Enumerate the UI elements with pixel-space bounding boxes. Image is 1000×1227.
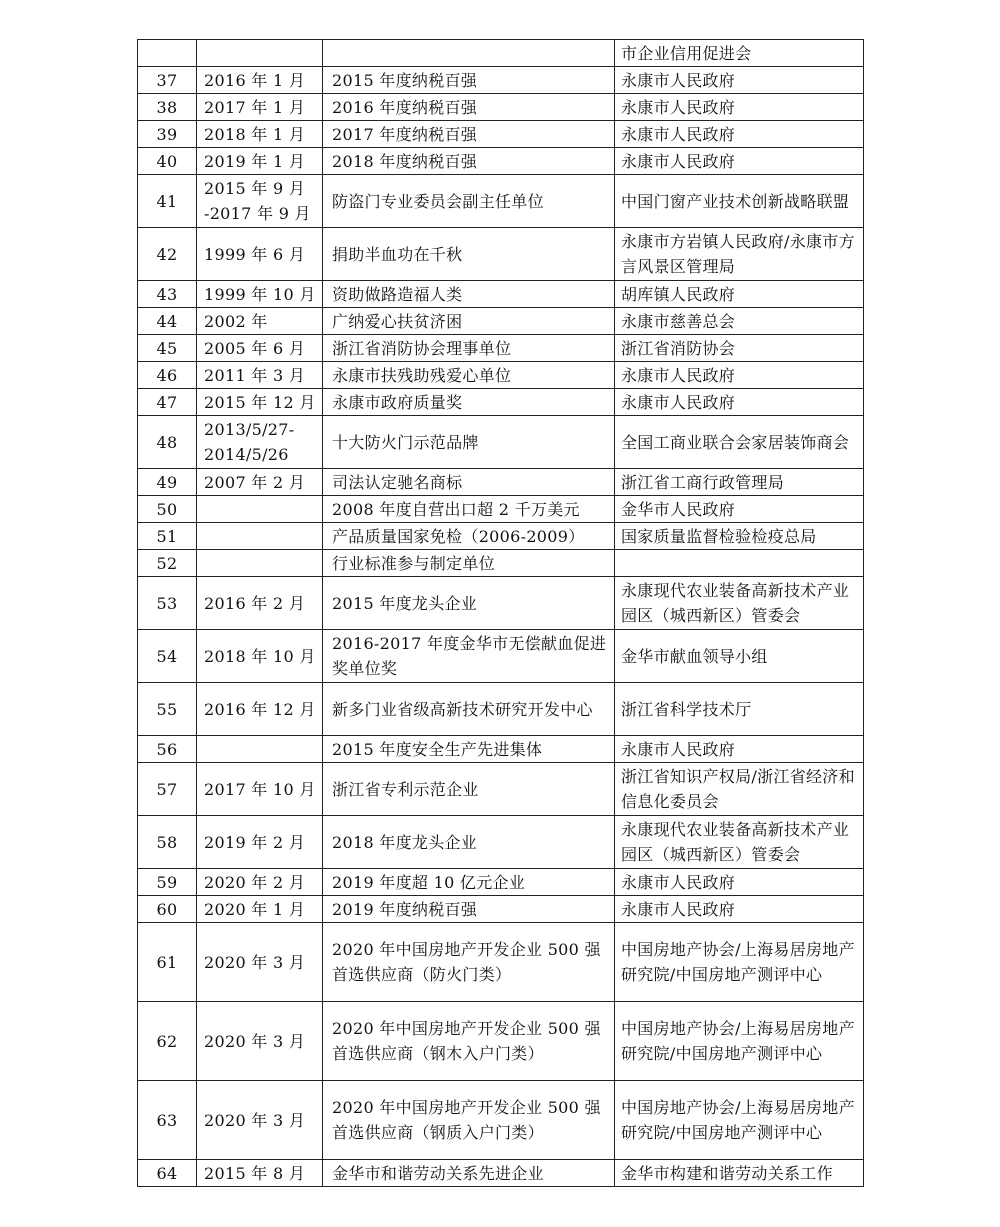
cell-number: 37 bbox=[138, 67, 197, 94]
cell-date: 2019 年 1 月 bbox=[197, 148, 323, 175]
table-row bbox=[138, 94, 864, 121]
table-row bbox=[138, 816, 864, 869]
cell-date: 2016 年 1 月 bbox=[197, 67, 323, 94]
cell-honor-title: 永康市扶残助残爱心单位 bbox=[323, 362, 615, 389]
cell-issuing-org: 全国工商业联合会家居装饰商会 bbox=[615, 416, 864, 469]
cell-number: 47 bbox=[138, 389, 197, 416]
cell-issuing-org: 永康市人民政府 bbox=[615, 736, 864, 763]
table-row bbox=[138, 896, 864, 923]
cell-issuing-org: 永康市人民政府 bbox=[615, 389, 864, 416]
cell-honor-title: 2016-2017 年度金华市无偿献血促进奖单位奖 bbox=[323, 630, 615, 683]
table-body bbox=[138, 40, 864, 1187]
cell-number: 45 bbox=[138, 335, 197, 362]
cell-issuing-org: 市企业信用促进会 bbox=[615, 40, 864, 67]
cell-honor-title: 2008 年度自营出口超 2 千万美元 bbox=[323, 496, 615, 523]
cell-issuing-org: 金华市构建和谐劳动关系工作 bbox=[615, 1160, 864, 1187]
cell-issuing-org: 金华市人民政府 bbox=[615, 496, 864, 523]
cell-honor-title: 浙江省消防协会理事单位 bbox=[323, 335, 615, 362]
cell-number bbox=[138, 40, 197, 67]
cell-issuing-org: 永康市人民政府 bbox=[615, 121, 864, 148]
cell-honor-title: 十大防火门示范品牌 bbox=[323, 416, 615, 469]
cell-number: 50 bbox=[138, 496, 197, 523]
cell-number: 53 bbox=[138, 577, 197, 630]
cell-date bbox=[197, 550, 323, 577]
cell-date: 2005 年 6 月 bbox=[197, 335, 323, 362]
cell-number: 61 bbox=[138, 923, 197, 1002]
table-row bbox=[138, 736, 864, 763]
table-row bbox=[138, 523, 864, 550]
cell-number: 55 bbox=[138, 683, 197, 736]
cell-date bbox=[197, 496, 323, 523]
cell-number: 59 bbox=[138, 869, 197, 896]
cell-issuing-org bbox=[615, 550, 864, 577]
cell-issuing-org: 中国房地产协会/上海易居房地产研究院/中国房地产测评中心 bbox=[615, 1002, 864, 1081]
cell-date bbox=[197, 40, 323, 67]
cell-date bbox=[197, 523, 323, 550]
table-row bbox=[138, 683, 864, 736]
cell-number: 42 bbox=[138, 228, 197, 281]
cell-honor-title: 司法认定驰名商标 bbox=[323, 469, 615, 496]
table-row bbox=[138, 416, 864, 469]
cell-issuing-org: 国家质量监督检验检疫总局 bbox=[615, 523, 864, 550]
cell-issuing-org: 金华市献血领导小组 bbox=[615, 630, 864, 683]
cell-issuing-org: 中国房地产协会/上海易居房地产研究院/中国房地产测评中心 bbox=[615, 1081, 864, 1160]
cell-number: 48 bbox=[138, 416, 197, 469]
cell-date: 2007 年 2 月 bbox=[197, 469, 323, 496]
cell-honor-title: 2020 年中国房地产开发企业 500 强首选供应商（钢质入户门类） bbox=[323, 1081, 615, 1160]
cell-number: 57 bbox=[138, 763, 197, 816]
cell-number: 56 bbox=[138, 736, 197, 763]
table-row bbox=[138, 923, 864, 1002]
cell-date: 2015 年 9 月 -2017 年 9 月 bbox=[197, 175, 323, 228]
cell-honor-title: 2018 年度龙头企业 bbox=[323, 816, 615, 869]
cell-date: 2020 年 1 月 bbox=[197, 896, 323, 923]
cell-honor-title: 2015 年度纳税百强 bbox=[323, 67, 615, 94]
cell-honor-title: 2017 年度纳税百强 bbox=[323, 121, 615, 148]
table-row bbox=[138, 389, 864, 416]
cell-date: 2002 年 bbox=[197, 308, 323, 335]
cell-issuing-org: 永康现代农业装备高新技术产业园区（城西新区）管委会 bbox=[615, 577, 864, 630]
cell-honor-title: 行业标准参与制定单位 bbox=[323, 550, 615, 577]
table-row bbox=[138, 362, 864, 389]
cell-honor-title: 产品质量国家免检（2006-2009） bbox=[323, 523, 615, 550]
cell-number: 51 bbox=[138, 523, 197, 550]
cell-date: 2017 年 1 月 bbox=[197, 94, 323, 121]
cell-number: 49 bbox=[138, 469, 197, 496]
cell-issuing-org: 浙江省科学技术厅 bbox=[615, 683, 864, 736]
cell-date: 2018 年 10 月 bbox=[197, 630, 323, 683]
table-row bbox=[138, 121, 864, 148]
cell-number: 54 bbox=[138, 630, 197, 683]
cell-number: 44 bbox=[138, 308, 197, 335]
cell-date: 2016 年 2 月 bbox=[197, 577, 323, 630]
cell-honor-title: 永康市政府质量奖 bbox=[323, 389, 615, 416]
cell-honor-title: 2020 年中国房地产开发企业 500 强首选供应商（钢木入户门类） bbox=[323, 1002, 615, 1081]
cell-issuing-org: 浙江省工商行政管理局 bbox=[615, 469, 864, 496]
cell-honor-title bbox=[323, 40, 615, 67]
cell-honor-title: 资助做路造福人类 bbox=[323, 281, 615, 308]
cell-issuing-org: 永康市人民政府 bbox=[615, 869, 864, 896]
cell-number: 41 bbox=[138, 175, 197, 228]
cell-honor-title: 2016 年度纳税百强 bbox=[323, 94, 615, 121]
table-row bbox=[138, 630, 864, 683]
cell-date: 2020 年 3 月 bbox=[197, 1002, 323, 1081]
cell-issuing-org: 永康市人民政府 bbox=[615, 67, 864, 94]
table-row bbox=[138, 1081, 864, 1160]
table-row bbox=[138, 67, 864, 94]
table-row bbox=[138, 335, 864, 362]
table-row bbox=[138, 40, 864, 67]
cell-issuing-org: 永康市人民政府 bbox=[615, 362, 864, 389]
cell-issuing-org: 中国门窗产业技术创新战略联盟 bbox=[615, 175, 864, 228]
cell-date: 2017 年 10 月 bbox=[197, 763, 323, 816]
cell-honor-title: 2020 年中国房地产开发企业 500 强首选供应商（防火门类） bbox=[323, 923, 615, 1002]
cell-honor-title: 捐助半血功在千秋 bbox=[323, 228, 615, 281]
cell-issuing-org: 永康现代农业装备高新技术产业园区（城西新区）管委会 bbox=[615, 816, 864, 869]
cell-honor-title: 金华市和谐劳动关系先进企业 bbox=[323, 1160, 615, 1187]
table-row bbox=[138, 308, 864, 335]
table-row bbox=[138, 281, 864, 308]
table-row bbox=[138, 1002, 864, 1081]
cell-date: 2018 年 1 月 bbox=[197, 121, 323, 148]
table-row bbox=[138, 1160, 864, 1187]
cell-issuing-org: 浙江省消防协会 bbox=[615, 335, 864, 362]
table-row bbox=[138, 175, 864, 228]
document-page bbox=[137, 39, 863, 1187]
cell-date: 2020 年 3 月 bbox=[197, 923, 323, 1002]
cell-number: 52 bbox=[138, 550, 197, 577]
table-row bbox=[138, 577, 864, 630]
cell-date bbox=[197, 736, 323, 763]
cell-number: 58 bbox=[138, 816, 197, 869]
cell-number: 64 bbox=[138, 1160, 197, 1187]
cell-issuing-org: 中国房地产协会/上海易居房地产研究院/中国房地产测评中心 bbox=[615, 923, 864, 1002]
cell-date: 2015 年 8 月 bbox=[197, 1160, 323, 1187]
cell-issuing-org: 永康市慈善总会 bbox=[615, 308, 864, 335]
cell-date: 2020 年 2 月 bbox=[197, 869, 323, 896]
cell-number: 40 bbox=[138, 148, 197, 175]
cell-date: 2013/5/27-2014/5/26 bbox=[197, 416, 323, 469]
cell-number: 63 bbox=[138, 1081, 197, 1160]
cell-date: 2019 年 2 月 bbox=[197, 816, 323, 869]
table-row bbox=[138, 496, 864, 523]
cell-number: 62 bbox=[138, 1002, 197, 1081]
cell-number: 38 bbox=[138, 94, 197, 121]
cell-issuing-org: 永康市人民政府 bbox=[615, 148, 864, 175]
cell-honor-title: 防盗门专业委员会副主任单位 bbox=[323, 175, 615, 228]
table-row bbox=[138, 763, 864, 816]
cell-issuing-org: 胡库镇人民政府 bbox=[615, 281, 864, 308]
cell-issuing-org: 永康市人民政府 bbox=[615, 94, 864, 121]
cell-honor-title: 广纳爱心扶贫济困 bbox=[323, 308, 615, 335]
cell-honor-title: 2015 年度龙头企业 bbox=[323, 577, 615, 630]
cell-number: 60 bbox=[138, 896, 197, 923]
cell-date: 2016 年 12 月 bbox=[197, 683, 323, 736]
cell-issuing-org: 永康市人民政府 bbox=[615, 896, 864, 923]
table-row bbox=[138, 469, 864, 496]
cell-honor-title: 浙江省专利示范企业 bbox=[323, 763, 615, 816]
cell-issuing-org: 浙江省知识产权局/浙江省经济和信息化委员会 bbox=[615, 763, 864, 816]
table-row bbox=[138, 228, 864, 281]
cell-date: 2011 年 3 月 bbox=[197, 362, 323, 389]
cell-number: 39 bbox=[138, 121, 197, 148]
cell-number: 46 bbox=[138, 362, 197, 389]
cell-issuing-org: 永康市方岩镇人民政府/永康市方言风景区管理局 bbox=[615, 228, 864, 281]
table-row bbox=[138, 148, 864, 175]
honors-table bbox=[137, 39, 864, 1187]
table-row bbox=[138, 550, 864, 577]
cell-date: 1999 年 6 月 bbox=[197, 228, 323, 281]
cell-date: 2015 年 12 月 bbox=[197, 389, 323, 416]
cell-honor-title: 2019 年度纳税百强 bbox=[323, 896, 615, 923]
cell-honor-title: 2015 年度安全生产先进集体 bbox=[323, 736, 615, 763]
table-row bbox=[138, 869, 864, 896]
cell-date: 1999 年 10 月 bbox=[197, 281, 323, 308]
cell-date: 2020 年 3 月 bbox=[197, 1081, 323, 1160]
cell-honor-title: 2019 年度超 10 亿元企业 bbox=[323, 869, 615, 896]
cell-honor-title: 2018 年度纳税百强 bbox=[323, 148, 615, 175]
cell-honor-title: 新多门业省级高新技术研究开发中心 bbox=[323, 683, 615, 736]
cell-number: 43 bbox=[138, 281, 197, 308]
